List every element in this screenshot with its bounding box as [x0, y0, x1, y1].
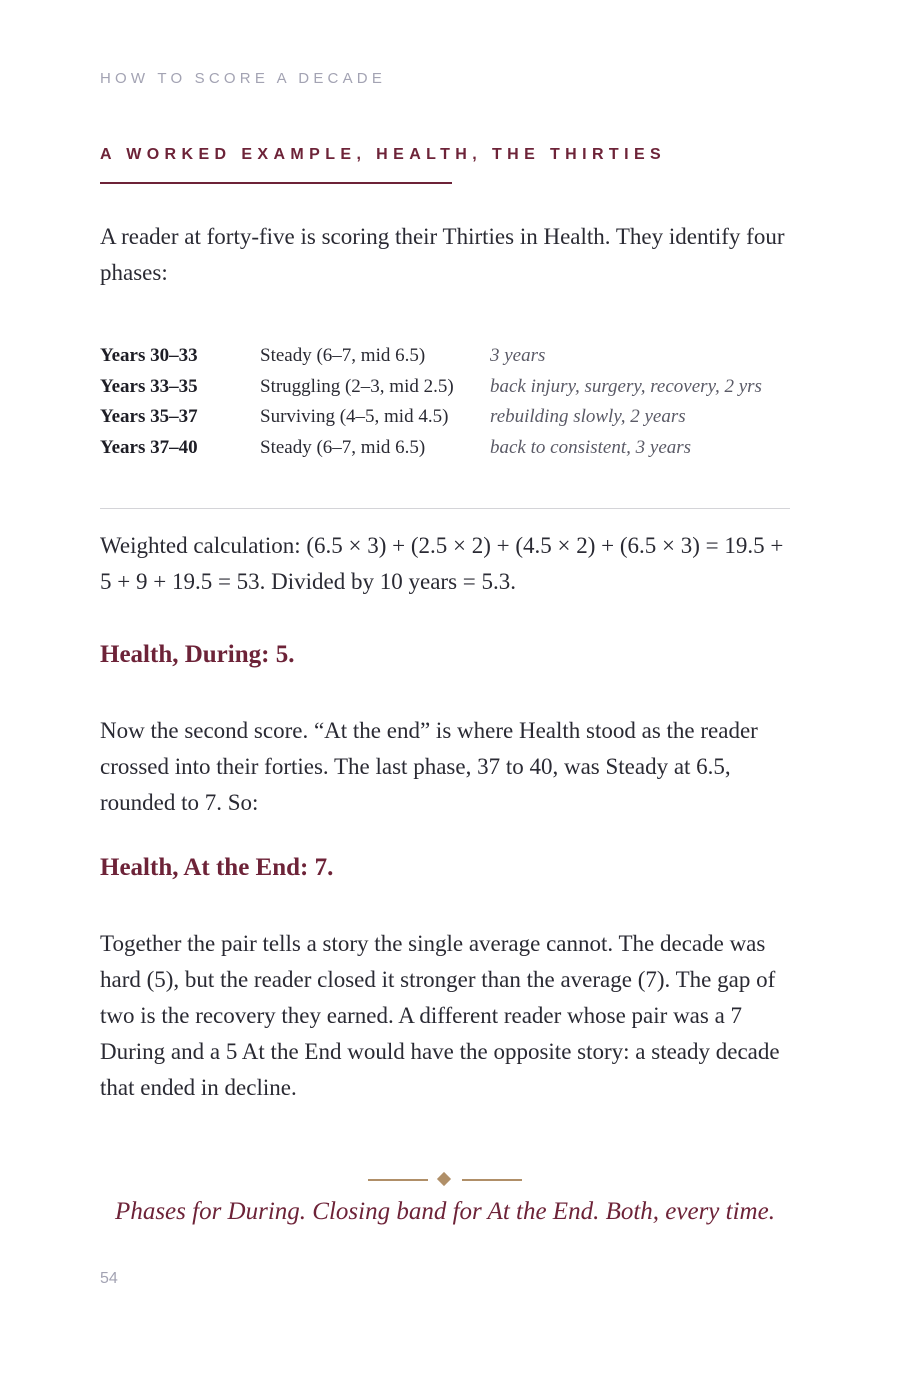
- phase-state: Surviving (4–5, mid 4.5): [260, 406, 449, 427]
- score-end-heading: Health, At the End: 7.: [100, 854, 334, 881]
- section-heading: A WORKED EXAMPLE, HEALTH, THE THIRTIES: [100, 146, 667, 163]
- ornament-line-right: [462, 1179, 522, 1181]
- phase-years: Years 33–35: [100, 375, 198, 397]
- pair-story-paragraph: Together the pair tells a story the single average cannot. The decade was hard (5), but the reader closed it stronger than the average (7). The gap of two is the recovery they earned. A different reader whose pair was a 7 During and a 5 At the End would have the opposite story: a steady decade that ended in decline.: [100, 931, 780, 1100]
- heading-underline: [100, 182, 452, 184]
- phase-row: [100, 341, 790, 372]
- diamond-icon: [437, 1172, 451, 1186]
- ornament-divider: [368, 1169, 522, 1189]
- phase-state: Struggling (2–3, mid 2.5): [260, 375, 454, 397]
- score-during-heading: Health, During: 5.: [100, 641, 295, 668]
- phase-note: back to consistent, 3 years: [490, 436, 692, 458]
- divider: [100, 508, 790, 509]
- phase-note: back injury, surgery, recovery, 2 yrs: [490, 375, 762, 397]
- phase-row: [100, 433, 790, 464]
- phase-years: Years 37–40: [100, 436, 198, 458]
- phase-note: 3 years: [490, 345, 546, 366]
- running-head: HOW TO SCORE A DECADE: [100, 70, 387, 87]
- phase-years: Years 30–33: [100, 345, 198, 366]
- phase-table: [100, 341, 790, 463]
- ornament-line-left: [368, 1179, 428, 1181]
- phase-state: Steady (6–7, mid 6.5): [260, 436, 426, 458]
- closing-line: Phases for During. Closing band for At the End. Both, every time.: [115, 1198, 775, 1225]
- second-score-paragraph: Now the second score. “At the end” is where Health stood as the reader crossed into their forties. The last phase, 37 to 40, was Steady at 6.5, rounded to 7. So:: [100, 718, 758, 815]
- intro-paragraph: A reader at forty-five is scoring their Thirties in Health. They identify four phases:: [100, 224, 785, 285]
- phase-row: [100, 372, 790, 403]
- calculation-paragraph: Weighted calculation: (6.5 × 3) + (2.5 × 2) + (4.5 × 2) + (6.5 × 3) = 19.5 + 5 + 9 + 19.5 = 53. Divided by 10 years = 5.3.: [100, 533, 784, 594]
- phase-years: Years 35–37: [100, 406, 198, 427]
- phase-state: Steady (6–7, mid 6.5): [260, 345, 426, 366]
- phase-row: [100, 402, 790, 433]
- page-number: 54: [100, 1270, 118, 1287]
- phase-note: rebuilding slowly, 2 years: [490, 406, 686, 427]
